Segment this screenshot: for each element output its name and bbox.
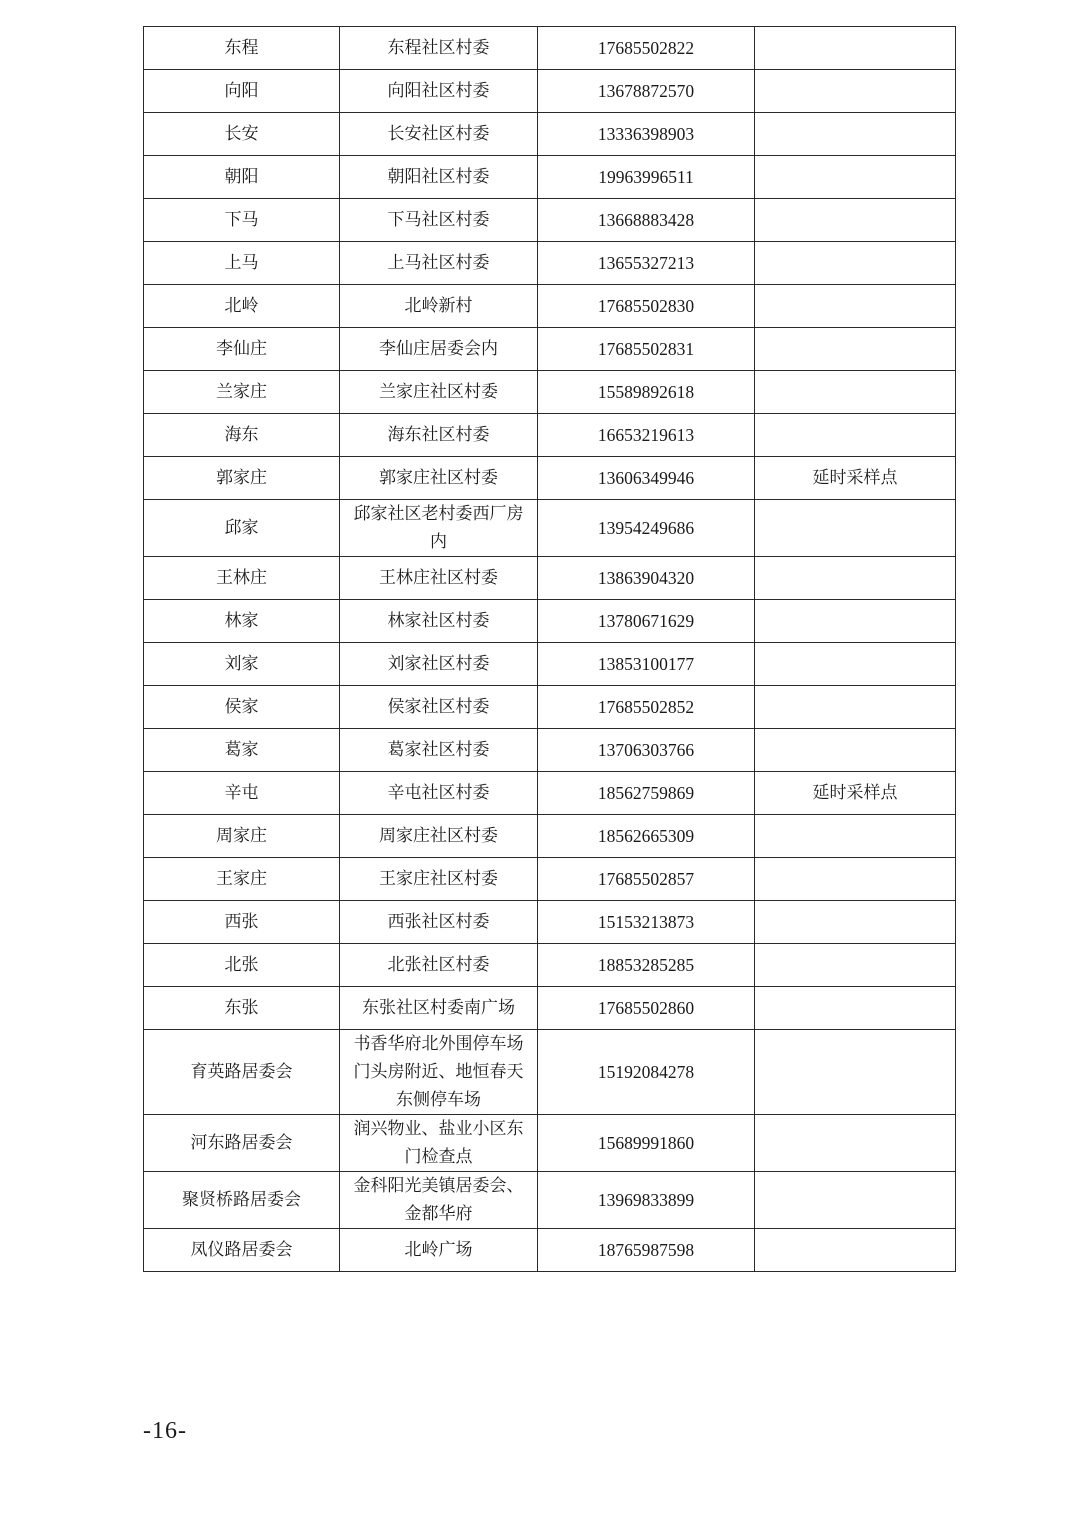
phone-cell: 13863904320 [538,557,755,600]
phone-cell: 13606349946 [538,457,755,500]
note-cell [755,729,956,772]
phone-cell: 17685502830 [538,285,755,328]
community-name-cell: 上马 [144,242,340,285]
phone-cell: 17685502831 [538,328,755,371]
table-row [144,27,956,70]
phone-cell: 15192084278 [538,1030,755,1115]
note-cell [755,815,956,858]
phone-cell: 13954249686 [538,500,755,557]
table-row [144,113,956,156]
phone-cell: 15153213873 [538,901,755,944]
site-location-cell: 润兴物业、盐业小区东门检查点 [340,1115,538,1172]
community-name-cell: 王林庄 [144,557,340,600]
community-name-cell: 河东路居委会 [144,1115,340,1172]
phone-cell: 16653219613 [538,414,755,457]
community-name-cell: 兰家庄 [144,371,340,414]
note-cell [755,371,956,414]
table-row [144,457,956,500]
site-location-cell: 葛家社区村委 [340,729,538,772]
site-location-cell: 辛屯社区村委 [340,772,538,815]
community-name-cell: 李仙庄 [144,328,340,371]
phone-cell: 18562665309 [538,815,755,858]
community-name-cell: 辛屯 [144,772,340,815]
note-cell [755,500,956,557]
phone-cell: 17685502860 [538,987,755,1030]
note-cell [755,199,956,242]
table-row [144,1229,956,1272]
sampling-sites-table [143,26,956,1272]
site-location-cell: 上马社区村委 [340,242,538,285]
phone-cell: 18853285285 [538,944,755,987]
phone-cell: 13780671629 [538,600,755,643]
phone-cell: 13969833899 [538,1172,755,1229]
note-cell [755,328,956,371]
community-name-cell: 聚贤桥路居委会 [144,1172,340,1229]
note-cell [755,414,956,457]
table-row [144,70,956,113]
table-row [144,199,956,242]
note-cell [755,643,956,686]
site-location-cell: 北张社区村委 [340,944,538,987]
table-row [144,815,956,858]
table-row [144,242,956,285]
site-location-cell: 郭家庄社区村委 [340,457,538,500]
table-row [144,371,956,414]
community-name-cell: 东程 [144,27,340,70]
table-row [144,500,956,557]
community-name-cell: 周家庄 [144,815,340,858]
community-name-cell: 育英路居委会 [144,1030,340,1115]
site-location-cell: 北岭广场 [340,1229,538,1272]
community-name-cell: 北岭 [144,285,340,328]
phone-cell: 15689991860 [538,1115,755,1172]
note-cell [755,901,956,944]
table-row [144,858,956,901]
table-row [144,557,956,600]
site-location-cell: 李仙庄居委会内 [340,328,538,371]
site-location-cell: 王林庄社区村委 [340,557,538,600]
site-location-cell: 金科阳光美镇居委会、金都华府 [340,1172,538,1229]
site-location-cell: 邱家社区老村委西厂房内 [340,500,538,557]
note-cell [755,600,956,643]
note-cell [755,285,956,328]
table-row [144,328,956,371]
table-row [144,643,956,686]
table-row [144,772,956,815]
site-location-cell: 东张社区村委南广场 [340,987,538,1030]
note-cell: 延时采样点 [755,457,956,500]
phone-cell: 13853100177 [538,643,755,686]
site-location-cell: 北岭新村 [340,285,538,328]
community-name-cell: 朝阳 [144,156,340,199]
note-cell [755,858,956,901]
note-cell [755,113,956,156]
table-row [144,944,956,987]
site-location-cell: 兰家庄社区村委 [340,371,538,414]
phone-cell: 13668883428 [538,199,755,242]
note-cell [755,1030,956,1115]
note-cell [755,557,956,600]
site-location-cell: 海东社区村委 [340,414,538,457]
phone-cell: 13678872570 [538,70,755,113]
site-location-cell: 书香华府北外围停车场门头房附近、地恒春天东侧停车场 [340,1030,538,1115]
note-cell: 延时采样点 [755,772,956,815]
phone-cell: 13336398903 [538,113,755,156]
community-name-cell: 侯家 [144,686,340,729]
community-name-cell: 凤仪路居委会 [144,1229,340,1272]
site-location-cell: 向阳社区村委 [340,70,538,113]
note-cell [755,242,956,285]
community-name-cell: 长安 [144,113,340,156]
site-location-cell: 长安社区村委 [340,113,538,156]
community-name-cell: 北张 [144,944,340,987]
site-location-cell: 周家庄社区村委 [340,815,538,858]
community-name-cell: 东张 [144,987,340,1030]
community-name-cell: 林家 [144,600,340,643]
community-name-cell: 刘家 [144,643,340,686]
note-cell [755,1172,956,1229]
community-name-cell: 郭家庄 [144,457,340,500]
phone-cell: 17685502852 [538,686,755,729]
phone-cell: 19963996511 [538,156,755,199]
site-location-cell: 林家社区村委 [340,600,538,643]
table-row [144,987,956,1030]
site-location-cell: 王家庄社区村委 [340,858,538,901]
phone-cell: 18562759869 [538,772,755,815]
note-cell [755,987,956,1030]
site-location-cell: 刘家社区村委 [340,643,538,686]
note-cell [755,156,956,199]
table-row [144,156,956,199]
table-row [144,285,956,328]
community-name-cell: 下马 [144,199,340,242]
phone-cell: 17685502857 [538,858,755,901]
note-cell [755,1229,956,1272]
phone-cell: 13706303766 [538,729,755,772]
note-cell [755,686,956,729]
site-location-cell: 东程社区村委 [340,27,538,70]
note-cell [755,944,956,987]
community-name-cell: 向阳 [144,70,340,113]
note-cell [755,70,956,113]
note-cell [755,27,956,70]
site-location-cell: 侯家社区村委 [340,686,538,729]
community-name-cell: 葛家 [144,729,340,772]
phone-cell: 13655327213 [538,242,755,285]
community-name-cell: 西张 [144,901,340,944]
table-row [144,901,956,944]
table-row [144,600,956,643]
table-row [144,1030,956,1115]
site-location-cell: 下马社区村委 [340,199,538,242]
page-number: -16- [143,1418,187,1444]
phone-cell: 15589892618 [538,371,755,414]
table-row [144,414,956,457]
site-location-cell: 朝阳社区村委 [340,156,538,199]
table-row [144,686,956,729]
note-cell [755,1115,956,1172]
phone-cell: 18765987598 [538,1229,755,1272]
site-location-cell: 西张社区村委 [340,901,538,944]
community-name-cell: 邱家 [144,500,340,557]
phone-cell: 17685502822 [538,27,755,70]
community-name-cell: 王家庄 [144,858,340,901]
table-row [144,729,956,772]
table-row [144,1115,956,1172]
community-name-cell: 海东 [144,414,340,457]
table-row [144,1172,956,1229]
